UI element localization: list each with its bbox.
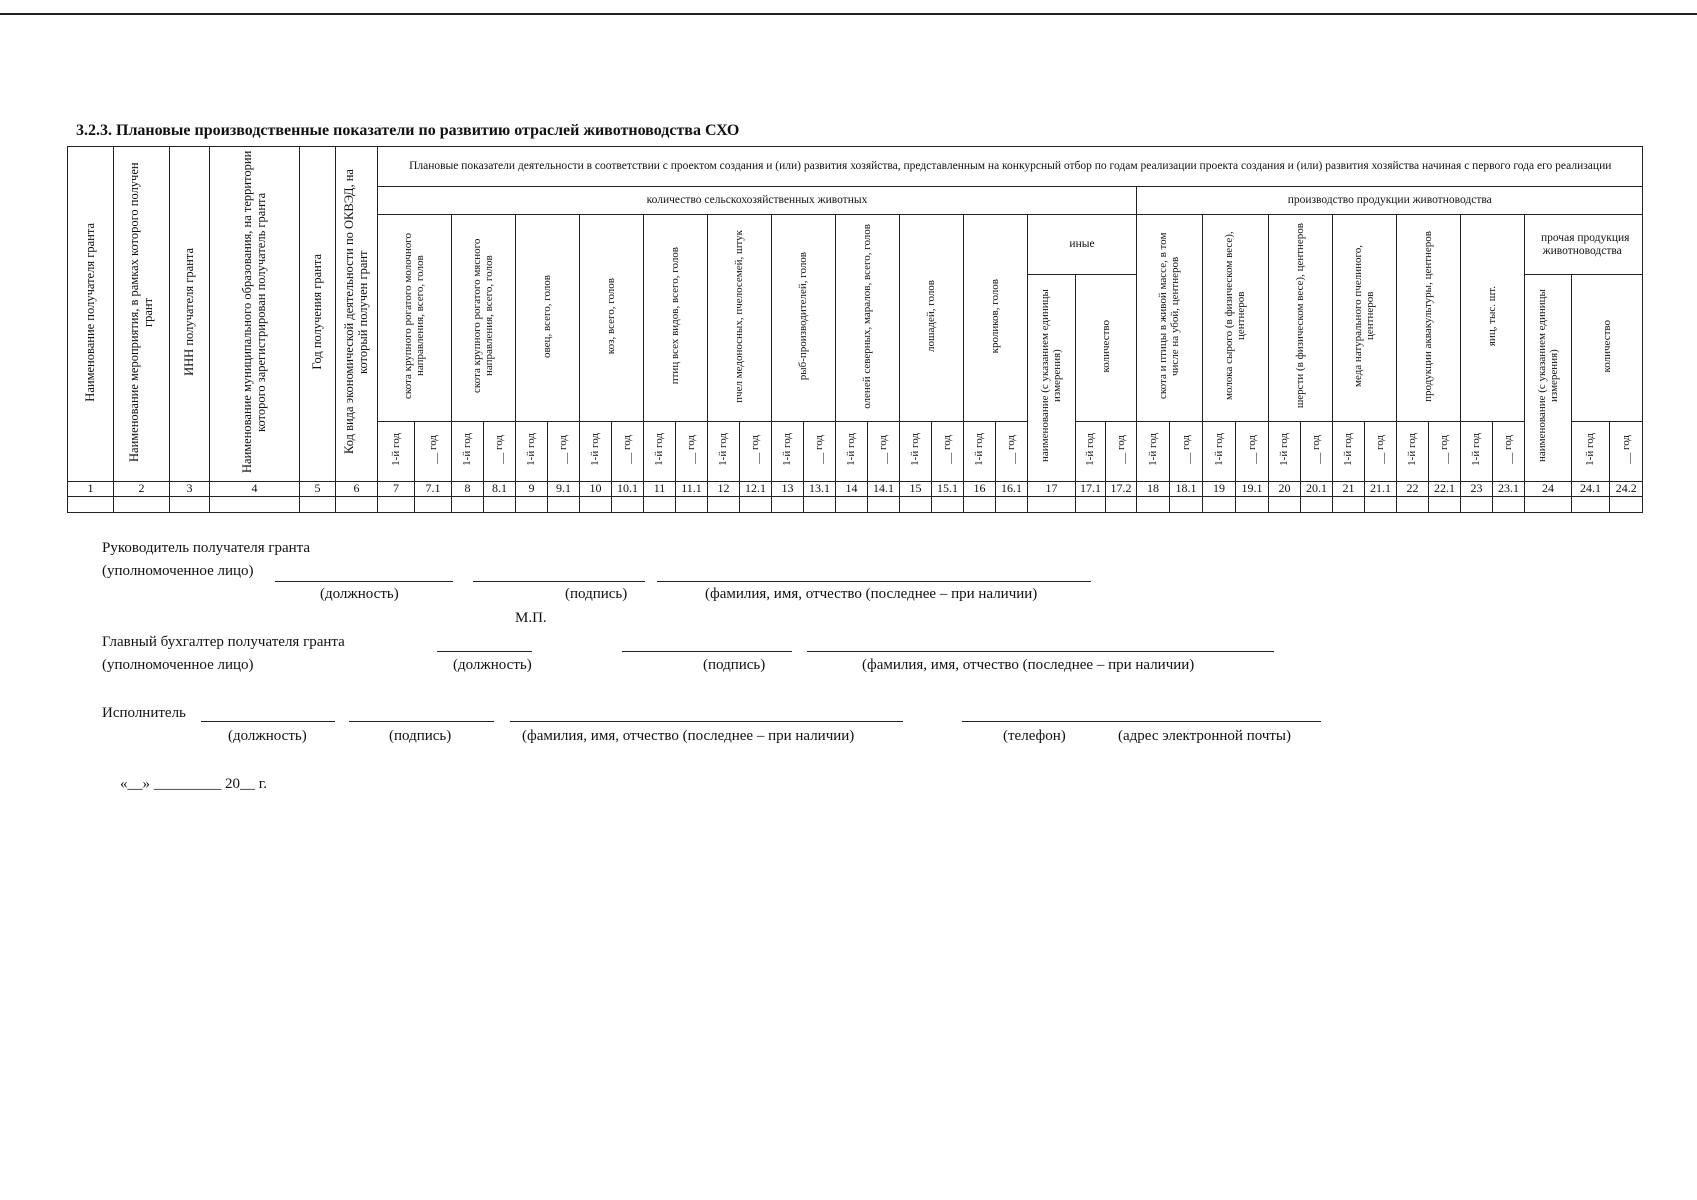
performer-email-caption: (адрес электронной почты) — [1118, 728, 1292, 744]
column-number — [900, 481, 932, 496]
column-number-text: 15 — [909, 481, 922, 495]
year-other-14 — [1301, 421, 1333, 481]
column-number — [1493, 481, 1525, 496]
header-animal-8-text: оленей северных, маралов, всего, голов — [861, 223, 874, 409]
year-first-12-text: 1-й год — [1146, 432, 1159, 466]
performer-position-line[interactable] — [201, 721, 335, 722]
performer-contacts-line[interactable] — [962, 721, 1321, 722]
data-cell[interactable] — [1429, 496, 1461, 512]
year-other-8-text: __ год — [877, 434, 890, 464]
year-first-16 — [1397, 421, 1429, 481]
data-cell[interactable] — [612, 496, 644, 512]
year-first-9-text: 1-й год — [909, 432, 922, 466]
year-first-11-text: 1-й год — [1084, 432, 1097, 466]
header-fixed-5-text: Год получения гранта — [309, 254, 324, 370]
column-number — [336, 481, 378, 496]
column-number — [868, 481, 900, 496]
column-number — [740, 481, 772, 496]
column-number-text: 17 — [1045, 481, 1058, 495]
year-other-8 — [868, 421, 900, 481]
stamp-label: М.П. — [515, 610, 547, 626]
column-number-text: 18.1 — [1175, 481, 1197, 495]
year-other-1 — [415, 421, 452, 481]
data-cell[interactable] — [452, 496, 484, 512]
head-fio-caption: (фамилия, имя, отчество (последнее – при наличии) — [705, 586, 1038, 602]
column-number-text: 23 — [1470, 481, 1483, 495]
header-animal-1 — [378, 215, 452, 422]
year-other-15-text: __ год — [1374, 434, 1387, 464]
header-other-products-name — [1525, 275, 1572, 481]
column-number — [932, 481, 964, 496]
performer-fio-caption: (фамилия, имя, отчество (последнее – при наличии) — [522, 728, 855, 744]
column-number-text: 9 — [528, 481, 535, 495]
data-cell[interactable] — [932, 496, 964, 512]
data-cell[interactable] — [1170, 496, 1203, 512]
data-cell[interactable] — [804, 496, 836, 512]
column-number — [772, 481, 804, 496]
head-position-caption: (должность) — [320, 586, 399, 602]
year-other-3-text: __ год — [557, 434, 570, 464]
year-other-7-text: __ год — [813, 434, 826, 464]
header-fixed-5 — [300, 147, 336, 482]
header-fixed-3 — [170, 147, 210, 482]
year-other-13-text: __ год — [1245, 434, 1258, 464]
header-product-1-text: скота и птицы в живой массе, в том числе на убой, центнеров — [1157, 232, 1182, 400]
header-other-animals-name-text: наименование (с указанием единицы измерения) — [1039, 289, 1064, 463]
year-first-13 — [1203, 421, 1236, 481]
column-number-text: 22 — [1406, 481, 1419, 495]
column-number — [1236, 481, 1269, 496]
year-other-3 — [548, 421, 580, 481]
page-title: 3.2.3. Плановые производственные показатели по развитию отраслей животноводства СХО — [76, 122, 740, 139]
header-fixed-2 — [114, 147, 170, 482]
column-number — [1028, 481, 1076, 496]
column-number — [1397, 481, 1429, 496]
column-number-text: 7.1 — [425, 481, 441, 495]
column-number-text: 6 — [353, 481, 360, 495]
year-other-7 — [804, 421, 836, 481]
year-first-18-text: 1-й год — [1584, 432, 1597, 466]
column-number-text: 11.1 — [681, 481, 702, 495]
header-fixed-6 — [336, 147, 378, 482]
year-first-17-text: 1-й год — [1470, 432, 1483, 466]
data-cell[interactable] — [900, 496, 932, 512]
header-fixed-1 — [68, 147, 114, 482]
year-first-7 — [772, 421, 804, 481]
column-number-text: 24.2 — [1615, 481, 1637, 495]
year-first-12 — [1137, 421, 1170, 481]
column-number-text: 24.1 — [1580, 481, 1601, 495]
year-first-8-text: 1-й год — [845, 432, 858, 466]
data-cell[interactable] — [836, 496, 868, 512]
header-product-1 — [1137, 215, 1203, 422]
data-cell[interactable] — [114, 496, 170, 512]
data-cell[interactable] — [1610, 496, 1643, 512]
data-cell[interactable] — [516, 496, 548, 512]
year-first-2 — [452, 421, 484, 481]
year-other-16 — [1429, 421, 1461, 481]
column-number — [580, 481, 612, 496]
column-number — [1610, 481, 1643, 496]
year-first-6-text: 1-й год — [717, 432, 730, 466]
year-first-10 — [964, 421, 996, 481]
column-number-text: 20.1 — [1306, 481, 1327, 495]
column-number-text: 14 — [845, 481, 858, 495]
column-number — [415, 481, 452, 496]
year-first-6 — [708, 421, 740, 481]
head-fio-line[interactable] — [657, 581, 1091, 582]
column-number — [964, 481, 996, 496]
column-number-text: 21 — [1342, 481, 1355, 495]
data-cell[interactable] — [1137, 496, 1170, 512]
column-number-text: 13 — [781, 481, 794, 495]
header-product-6-text: яиц, тыс. шт. — [1486, 285, 1499, 347]
year-first-18 — [1572, 421, 1610, 481]
data-cell[interactable] — [964, 496, 996, 512]
year-other-6-text: __ год — [749, 434, 762, 464]
column-number — [170, 481, 210, 496]
data-cell[interactable] — [580, 496, 612, 512]
year-other-17-text: __ год — [1502, 434, 1515, 464]
column-number-text: 23.1 — [1498, 481, 1519, 495]
year-first-11 — [1076, 421, 1106, 481]
column-number — [1429, 481, 1461, 496]
accountant-fio-line[interactable] — [807, 651, 1274, 652]
column-number-text: 12.1 — [745, 481, 766, 495]
header-products — [1137, 187, 1643, 215]
data-cell[interactable] — [644, 496, 676, 512]
data-cell[interactable] — [740, 496, 772, 512]
column-number — [1106, 481, 1137, 496]
header-product-3 — [1269, 215, 1333, 422]
column-number-text: 7 — [393, 481, 399, 495]
header-fixed-4 — [210, 147, 300, 482]
year-other-9 — [932, 421, 964, 481]
column-number-text: 21.1 — [1370, 481, 1391, 495]
header-animal-4 — [580, 215, 644, 422]
header-other-animals-name — [1028, 275, 1076, 481]
year-first-10-text: 1-й год — [973, 432, 986, 466]
performer-position-caption: (должность) — [228, 728, 307, 744]
header-fixed-2-text: Наименование мероприятия, в рамках которого получен грант — [126, 162, 155, 462]
year-first-1 — [378, 421, 415, 481]
year-other-5-text: __ год — [685, 434, 698, 464]
performer-signature-caption: (подпись) — [389, 728, 452, 744]
data-cell[interactable] — [1269, 496, 1301, 512]
column-number-text: 11 — [653, 481, 666, 495]
header-product-5 — [1397, 215, 1461, 422]
column-number-text: 8 — [464, 481, 471, 495]
head-signature-line[interactable] — [473, 581, 645, 582]
data-cell[interactable] — [336, 496, 378, 512]
column-number — [1365, 481, 1397, 496]
column-number-text: 19 — [1213, 481, 1225, 495]
header-product-3-text: шерсти (в физическом весе), центнеров — [1294, 223, 1307, 409]
year-other-18-text: __ год — [1620, 434, 1633, 464]
year-other-15 — [1365, 421, 1397, 481]
column-number-text: 2 — [138, 481, 145, 495]
column-number — [1301, 481, 1333, 496]
header-group-text: Плановые показатели деятельности в соответствии с проектом создания и (или) развития хозяйства, представленным на конкурсный отбор по годам реализации проекта создания и (или) развития хозяйства начиная с первого года его реализации — [409, 160, 1612, 173]
year-other-4-text: __ год — [621, 434, 634, 464]
year-other-6 — [740, 421, 772, 481]
performer-phone-caption: (телефон) — [1003, 728, 1066, 744]
data-cell[interactable] — [415, 496, 452, 512]
year-first-1-text: 1-й год — [389, 432, 402, 466]
header-animal-1-text: скота крупного рогатого молочного направления, всего, голов — [402, 233, 427, 399]
year-first-3-text: 1-й год — [525, 432, 538, 466]
year-other-18 — [1610, 421, 1643, 481]
year-first-16-text: 1-й год — [1406, 432, 1419, 466]
header-product-4 — [1333, 215, 1397, 422]
column-number — [836, 481, 868, 496]
year-first-17 — [1461, 421, 1493, 481]
accountant-position-caption: (должность) — [453, 657, 532, 673]
header-fixed-3-text: ИНН получателя гранта — [181, 248, 196, 376]
year-first-15-text: 1-й год — [1342, 432, 1355, 466]
header-animal-10-text: кроликов, голов — [989, 278, 1002, 354]
data-cell[interactable] — [378, 496, 415, 512]
column-number — [484, 481, 516, 496]
year-other-10 — [996, 421, 1028, 481]
year-first-2-text: 1-й год — [461, 432, 474, 466]
top-rule — [0, 13, 1697, 15]
column-number-text: 24 — [1542, 481, 1554, 495]
column-number-text: 9.1 — [556, 481, 571, 495]
data-cell[interactable] — [484, 496, 516, 512]
column-number-text: 12 — [717, 481, 730, 495]
header-animal-9 — [900, 215, 964, 422]
data-cell[interactable] — [170, 496, 210, 512]
column-number — [708, 481, 740, 496]
header-animals — [378, 187, 1137, 215]
header-other-animals — [1028, 215, 1137, 275]
column-number-text: 17.1 — [1080, 481, 1101, 495]
data-cell[interactable] — [68, 496, 114, 512]
data-cell[interactable] — [1106, 496, 1137, 512]
column-number — [452, 481, 484, 496]
data-cell[interactable] — [1461, 496, 1493, 512]
column-number-text: 16.1 — [1001, 481, 1022, 495]
header-animal-3-text: овец, всего, голов — [541, 274, 554, 358]
head-authorized-label: (уполномоченное лицо) — [102, 563, 254, 579]
accountant-fio-caption: (фамилия, имя, отчество (последнее – при наличии) — [862, 657, 1195, 673]
performer-label: Исполнитель — [102, 705, 186, 721]
header-animal-2-text: скота крупного рогатого мясного направления, всего, голов — [471, 238, 496, 394]
data-cell[interactable] — [1365, 496, 1397, 512]
year-other-2 — [484, 421, 516, 481]
year-other-2-text: __ год — [493, 434, 506, 464]
year-other-5 — [676, 421, 708, 481]
year-first-14 — [1269, 421, 1301, 481]
header-animal-5 — [644, 215, 708, 422]
data-cell[interactable] — [1028, 496, 1076, 512]
column-number — [1525, 481, 1572, 496]
header-other-products-qty-text: количество — [1601, 319, 1614, 373]
column-number-text: 20 — [1278, 481, 1291, 495]
header-other-animals-qty-text: количество — [1099, 319, 1112, 373]
header-fixed-1-text: Наименование получателя гранта — [82, 222, 97, 402]
header-other-products-qty — [1572, 275, 1643, 421]
year-first-4-text: 1-й год — [589, 432, 602, 466]
data-cell[interactable] — [1397, 496, 1429, 512]
year-other-4 — [612, 421, 644, 481]
data-cell[interactable] — [676, 496, 708, 512]
header-animal-6 — [708, 215, 772, 422]
year-other-13 — [1236, 421, 1269, 481]
column-number-text: 1 — [87, 481, 94, 495]
column-number — [1333, 481, 1365, 496]
accountant-signature-caption: (подпись) — [703, 657, 766, 673]
header-animal-2 — [452, 215, 516, 422]
column-number — [1076, 481, 1106, 496]
year-first-15 — [1333, 421, 1365, 481]
year-other-11 — [1106, 421, 1137, 481]
year-first-14-text: 1-й год — [1278, 432, 1291, 466]
year-other-12-text: __ год — [1179, 434, 1192, 464]
data-cell[interactable] — [1236, 496, 1269, 512]
column-number — [1461, 481, 1493, 496]
header-product-5-text: продукции аквакультуры, центнеров — [1422, 230, 1435, 402]
column-number-text: 17.2 — [1110, 481, 1132, 495]
column-number — [612, 481, 644, 496]
column-number — [114, 481, 170, 496]
header-other-products — [1525, 215, 1643, 275]
data-cell[interactable] — [1525, 496, 1572, 512]
column-number-text: 14.1 — [873, 481, 894, 495]
header-animal-3 — [516, 215, 580, 422]
column-number-text: 18 — [1147, 481, 1159, 495]
header-product-2 — [1203, 215, 1269, 422]
data-cell[interactable] — [1493, 496, 1525, 512]
column-number — [68, 481, 114, 496]
year-other-10-text: __ год — [1005, 434, 1018, 464]
header-animal-6-text: пчел медоносных, пчелосемей, штук — [733, 229, 746, 403]
data-cell[interactable] — [1572, 496, 1610, 512]
header-animal-8 — [836, 215, 900, 422]
data-cell[interactable] — [1076, 496, 1106, 512]
accountant-position-line[interactable] — [437, 651, 532, 652]
header-animal-4-text: коз, всего, голов — [605, 277, 618, 355]
header-product-2-text: молока сырого (в физическом весе), центнеров — [1223, 231, 1248, 401]
column-number — [1137, 481, 1170, 496]
column-number — [1269, 481, 1301, 496]
accountant-signature-line[interactable] — [622, 651, 792, 652]
column-number — [300, 481, 336, 496]
head-label: Руководитель получателя гранта — [102, 540, 311, 556]
year-other-14-text: __ год — [1310, 434, 1323, 464]
head-signature-caption: (подпись) — [565, 586, 628, 602]
column-number — [548, 481, 580, 496]
column-number-text: 10.1 — [617, 481, 638, 495]
data-cell[interactable] — [210, 496, 300, 512]
year-first-7-text: 1-й год — [781, 432, 794, 466]
year-first-5-text: 1-й год — [653, 432, 666, 466]
header-fixed-4-text: Наименование муниципального образования, на территории которого зарегистрирован получатель гранта — [239, 150, 268, 474]
data-cell[interactable] — [868, 496, 900, 512]
column-number — [378, 481, 415, 496]
year-other-12 — [1170, 421, 1203, 481]
year-first-8 — [836, 421, 868, 481]
column-number — [996, 481, 1028, 496]
year-other-1-text: __ год — [426, 434, 439, 464]
column-number — [1203, 481, 1236, 496]
data-cell[interactable] — [708, 496, 740, 512]
column-number-text: 10 — [589, 481, 602, 495]
header-animals-text: количество сельскохозяйственных животных — [646, 194, 868, 207]
header-product-4-text: меда натурального пчелиного, центнеров — [1352, 245, 1377, 387]
year-first-3 — [516, 421, 548, 481]
data-cell[interactable] — [1203, 496, 1236, 512]
year-other-17 — [1493, 421, 1525, 481]
header-other-products-name-text: наименование (с указанием единицы измерения) — [1535, 289, 1560, 463]
accountant-label: Главный бухгалтер получателя гранта — [102, 634, 345, 650]
header-animal-7-text: рыб-производителей, голов — [797, 251, 810, 381]
header-other-animals-text: иные — [1069, 238, 1095, 251]
header-group — [378, 147, 1643, 187]
data-cell[interactable] — [548, 496, 580, 512]
year-first-13-text: 1-й год — [1212, 432, 1225, 466]
column-number-text: 3 — [186, 481, 193, 495]
header-fixed-6-text: Код вида экономической деятельности по ОКВЭД, на который получен грант — [341, 169, 370, 455]
year-other-9-text: __ год — [941, 434, 954, 464]
data-cell[interactable] — [996, 496, 1028, 512]
accountant-authorized-label: (уполномоченное лицо) — [102, 657, 254, 673]
header-animal-5-text: птиц всех видов, всего, голов — [669, 247, 682, 385]
performer-signature-line[interactable] — [349, 721, 494, 722]
head-position-line[interactable] — [275, 581, 453, 582]
column-number — [1572, 481, 1610, 496]
column-number — [210, 481, 300, 496]
date-field[interactable]: «__» _________ 20__ г. — [120, 776, 267, 792]
header-animal-7 — [772, 215, 836, 422]
column-number — [1170, 481, 1203, 496]
year-other-11-text: __ год — [1114, 434, 1127, 464]
data-cell[interactable] — [300, 496, 336, 512]
year-first-5 — [644, 421, 676, 481]
header-products-text: производство продукции животноводства — [1287, 194, 1492, 207]
column-number — [516, 481, 548, 496]
column-number — [804, 481, 836, 496]
data-cell[interactable] — [1301, 496, 1333, 512]
header-other-animals-qty — [1076, 275, 1137, 421]
year-first-4 — [580, 421, 612, 481]
header-animal-10 — [964, 215, 1028, 422]
header-animal-9-text: лошадей, голов — [925, 280, 938, 352]
column-number-text: 22.1 — [1434, 481, 1455, 495]
data-cell[interactable] — [772, 496, 804, 512]
year-other-16-text: __ год — [1438, 434, 1451, 464]
header-product-6 — [1461, 215, 1525, 422]
column-number-text: 15.1 — [937, 481, 958, 495]
data-cell[interactable] — [1333, 496, 1365, 512]
column-number-text: 16 — [973, 481, 986, 495]
header-other-products-text: прочая продукция животноводства — [1540, 232, 1630, 257]
column-number-text: 13.1 — [809, 481, 830, 495]
column-number-text: 8.1 — [492, 481, 507, 495]
column-number — [644, 481, 676, 496]
column-number-text: 19.1 — [1241, 481, 1263, 495]
year-first-9 — [900, 421, 932, 481]
indicators-table — [67, 146, 1643, 513]
column-number-text: 5 — [314, 481, 321, 495]
column-number-text: 4 — [251, 481, 258, 495]
performer-fio-line[interactable] — [510, 721, 903, 722]
column-number — [676, 481, 708, 496]
